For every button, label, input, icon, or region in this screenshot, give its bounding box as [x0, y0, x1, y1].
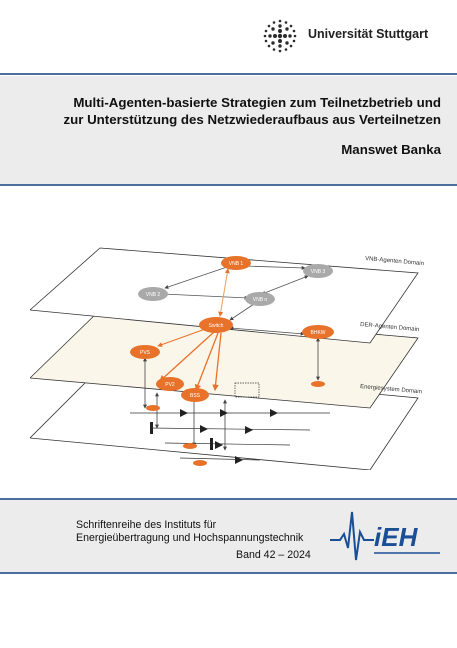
agent-switch-label: Switch: [208, 323, 224, 329]
agent-vnb-3-label: VNB 3: [310, 269, 326, 275]
university-logo-icon: [262, 18, 298, 54]
title-line-1: Multi-Agenten-basierte Strategien zum Teilnetzbetrieb und: [73, 95, 441, 110]
author-name: Manswet Banka: [341, 142, 441, 157]
agent-vnb-2-label: VNB 2: [145, 292, 161, 298]
university-name: Universität Stuttgart: [308, 27, 429, 41]
agent-pvs-label: PVS: [139, 350, 151, 356]
title-line-2: zur Unterstützung des Netzwiederaufbaus aus Verteilnetzen: [63, 112, 441, 127]
top-rule: [0, 73, 457, 75]
ieh-logo-text: iEH: [374, 522, 418, 552]
title-bottom-rule: [0, 184, 457, 186]
book-title: [11, 94, 441, 128]
ieh-logo-icon: [330, 508, 446, 564]
series-bottom-rule: [0, 572, 457, 574]
layer-label-der: DER-Agenten Domain: [359, 322, 420, 334]
agent-pv2-label: PV2: [165, 382, 175, 388]
agent-bhkw-label: BHKW: [310, 330, 326, 336]
layer-label-energy: Energiesystem Domain: [359, 384, 423, 396]
series-line-1: Schriftenreihe des Instituts für: [76, 519, 217, 531]
layer-label-vnb: VNB-Agenten Domain: [364, 256, 425, 268]
title-band: [0, 76, 457, 184]
series-text: [76, 519, 303, 544]
agent-bss-label: BSS: [189, 393, 201, 399]
multi-agent-layer-diagram: [30, 238, 438, 470]
agent-vnb-1-label: VNB 1: [228, 261, 244, 267]
series-line-2: Energieübertragung und Hochspannungstechnik: [76, 531, 304, 544]
agent-vnb-n-label: VNB n: [252, 297, 268, 303]
volume-number: Band 42 – 2024: [236, 549, 311, 561]
